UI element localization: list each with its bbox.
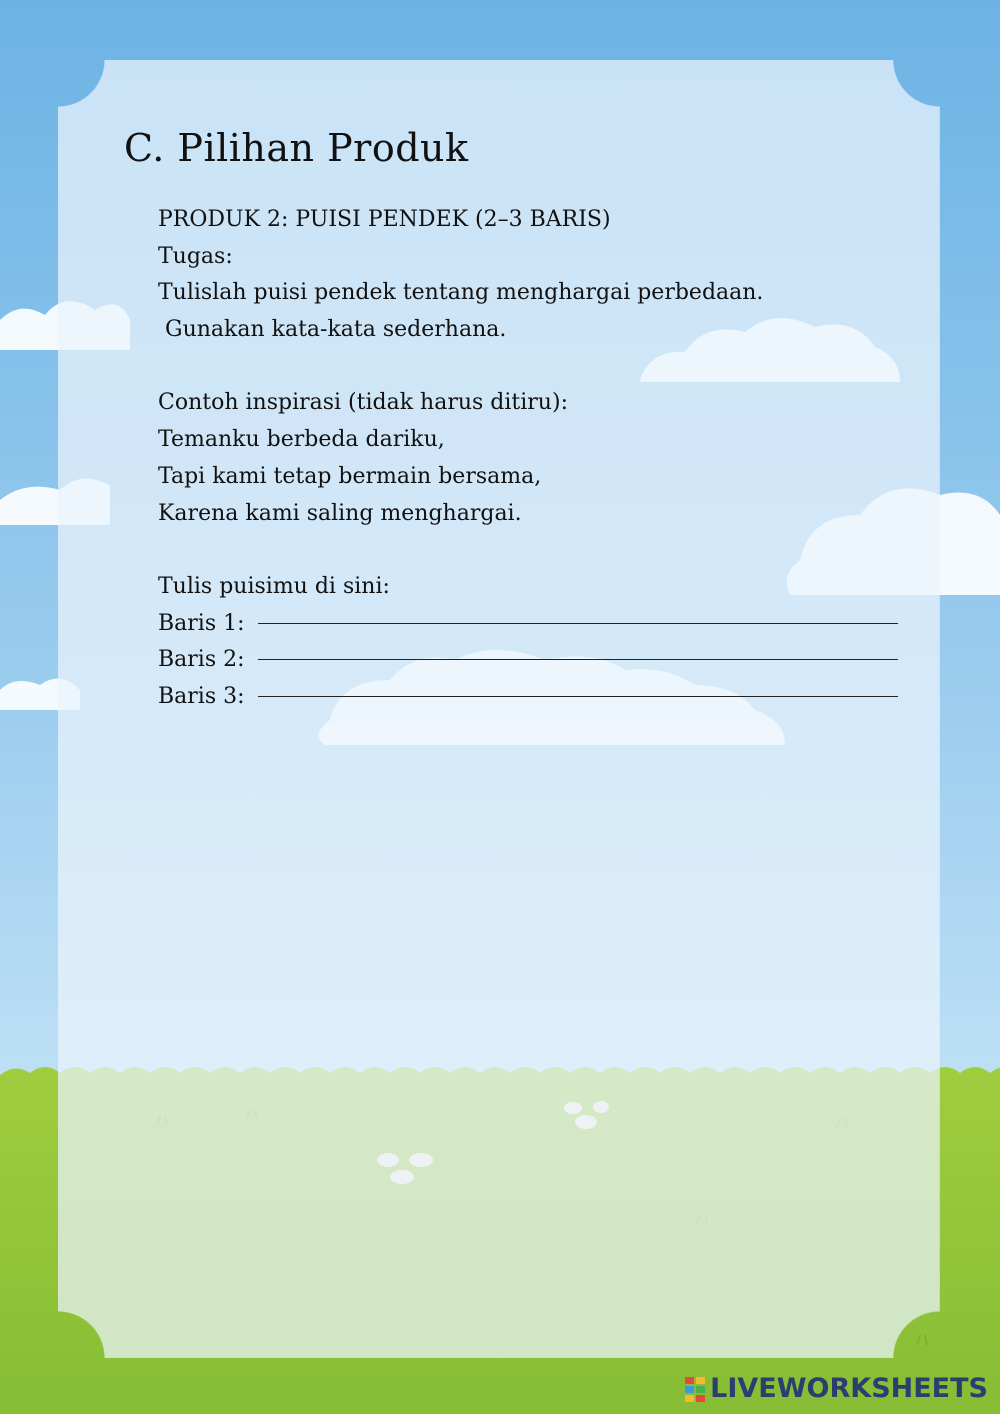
- answer-blank-3[interactable]: [258, 696, 898, 697]
- task-instruction-1: Tulislah puisi pendek tentang menghargai perbedaan.: [158, 280, 764, 306]
- write-prompt: Tulis puisimu di sini:: [158, 573, 390, 599]
- logo-text: LIVEWORKSHEETS: [710, 1373, 988, 1404]
- page-title: C. Pilihan Produk: [124, 126, 469, 170]
- answer-label-1: Baris 1:: [158, 610, 252, 636]
- answer-blank-1[interactable]: [258, 623, 898, 624]
- answer-blank-2[interactable]: [258, 659, 898, 660]
- answer-label-2: Baris 2:: [158, 647, 252, 673]
- example-line-1: Temanku berbeda dariku,: [158, 427, 445, 453]
- spacer: [158, 532, 918, 569]
- answer-row-1: [158, 606, 898, 643]
- liveworksheets-logo[interactable]: [684, 1373, 988, 1404]
- example-label: Contoh inspirasi (tidak harus ditiru):: [158, 390, 568, 416]
- answer-label-3: Baris 3:: [158, 683, 252, 709]
- answer-row-3: [158, 679, 898, 716]
- spacer: [158, 349, 918, 386]
- answer-row-2: [158, 642, 898, 679]
- example-line-3: Karena kami saling menghargai.: [158, 500, 522, 526]
- task-instruction-2: Gunakan kata-kata sederhana.: [158, 317, 507, 343]
- liveworksheets-blocks-icon: [684, 1374, 708, 1404]
- task-label: Tugas:: [158, 243, 233, 269]
- example-line-2: Tapi kami tetap bermain bersama,: [158, 463, 542, 489]
- worksheet-content: [158, 202, 918, 716]
- product-heading: PRODUK 2: PUISI PENDEK (2–3 BARIS): [158, 207, 611, 232]
